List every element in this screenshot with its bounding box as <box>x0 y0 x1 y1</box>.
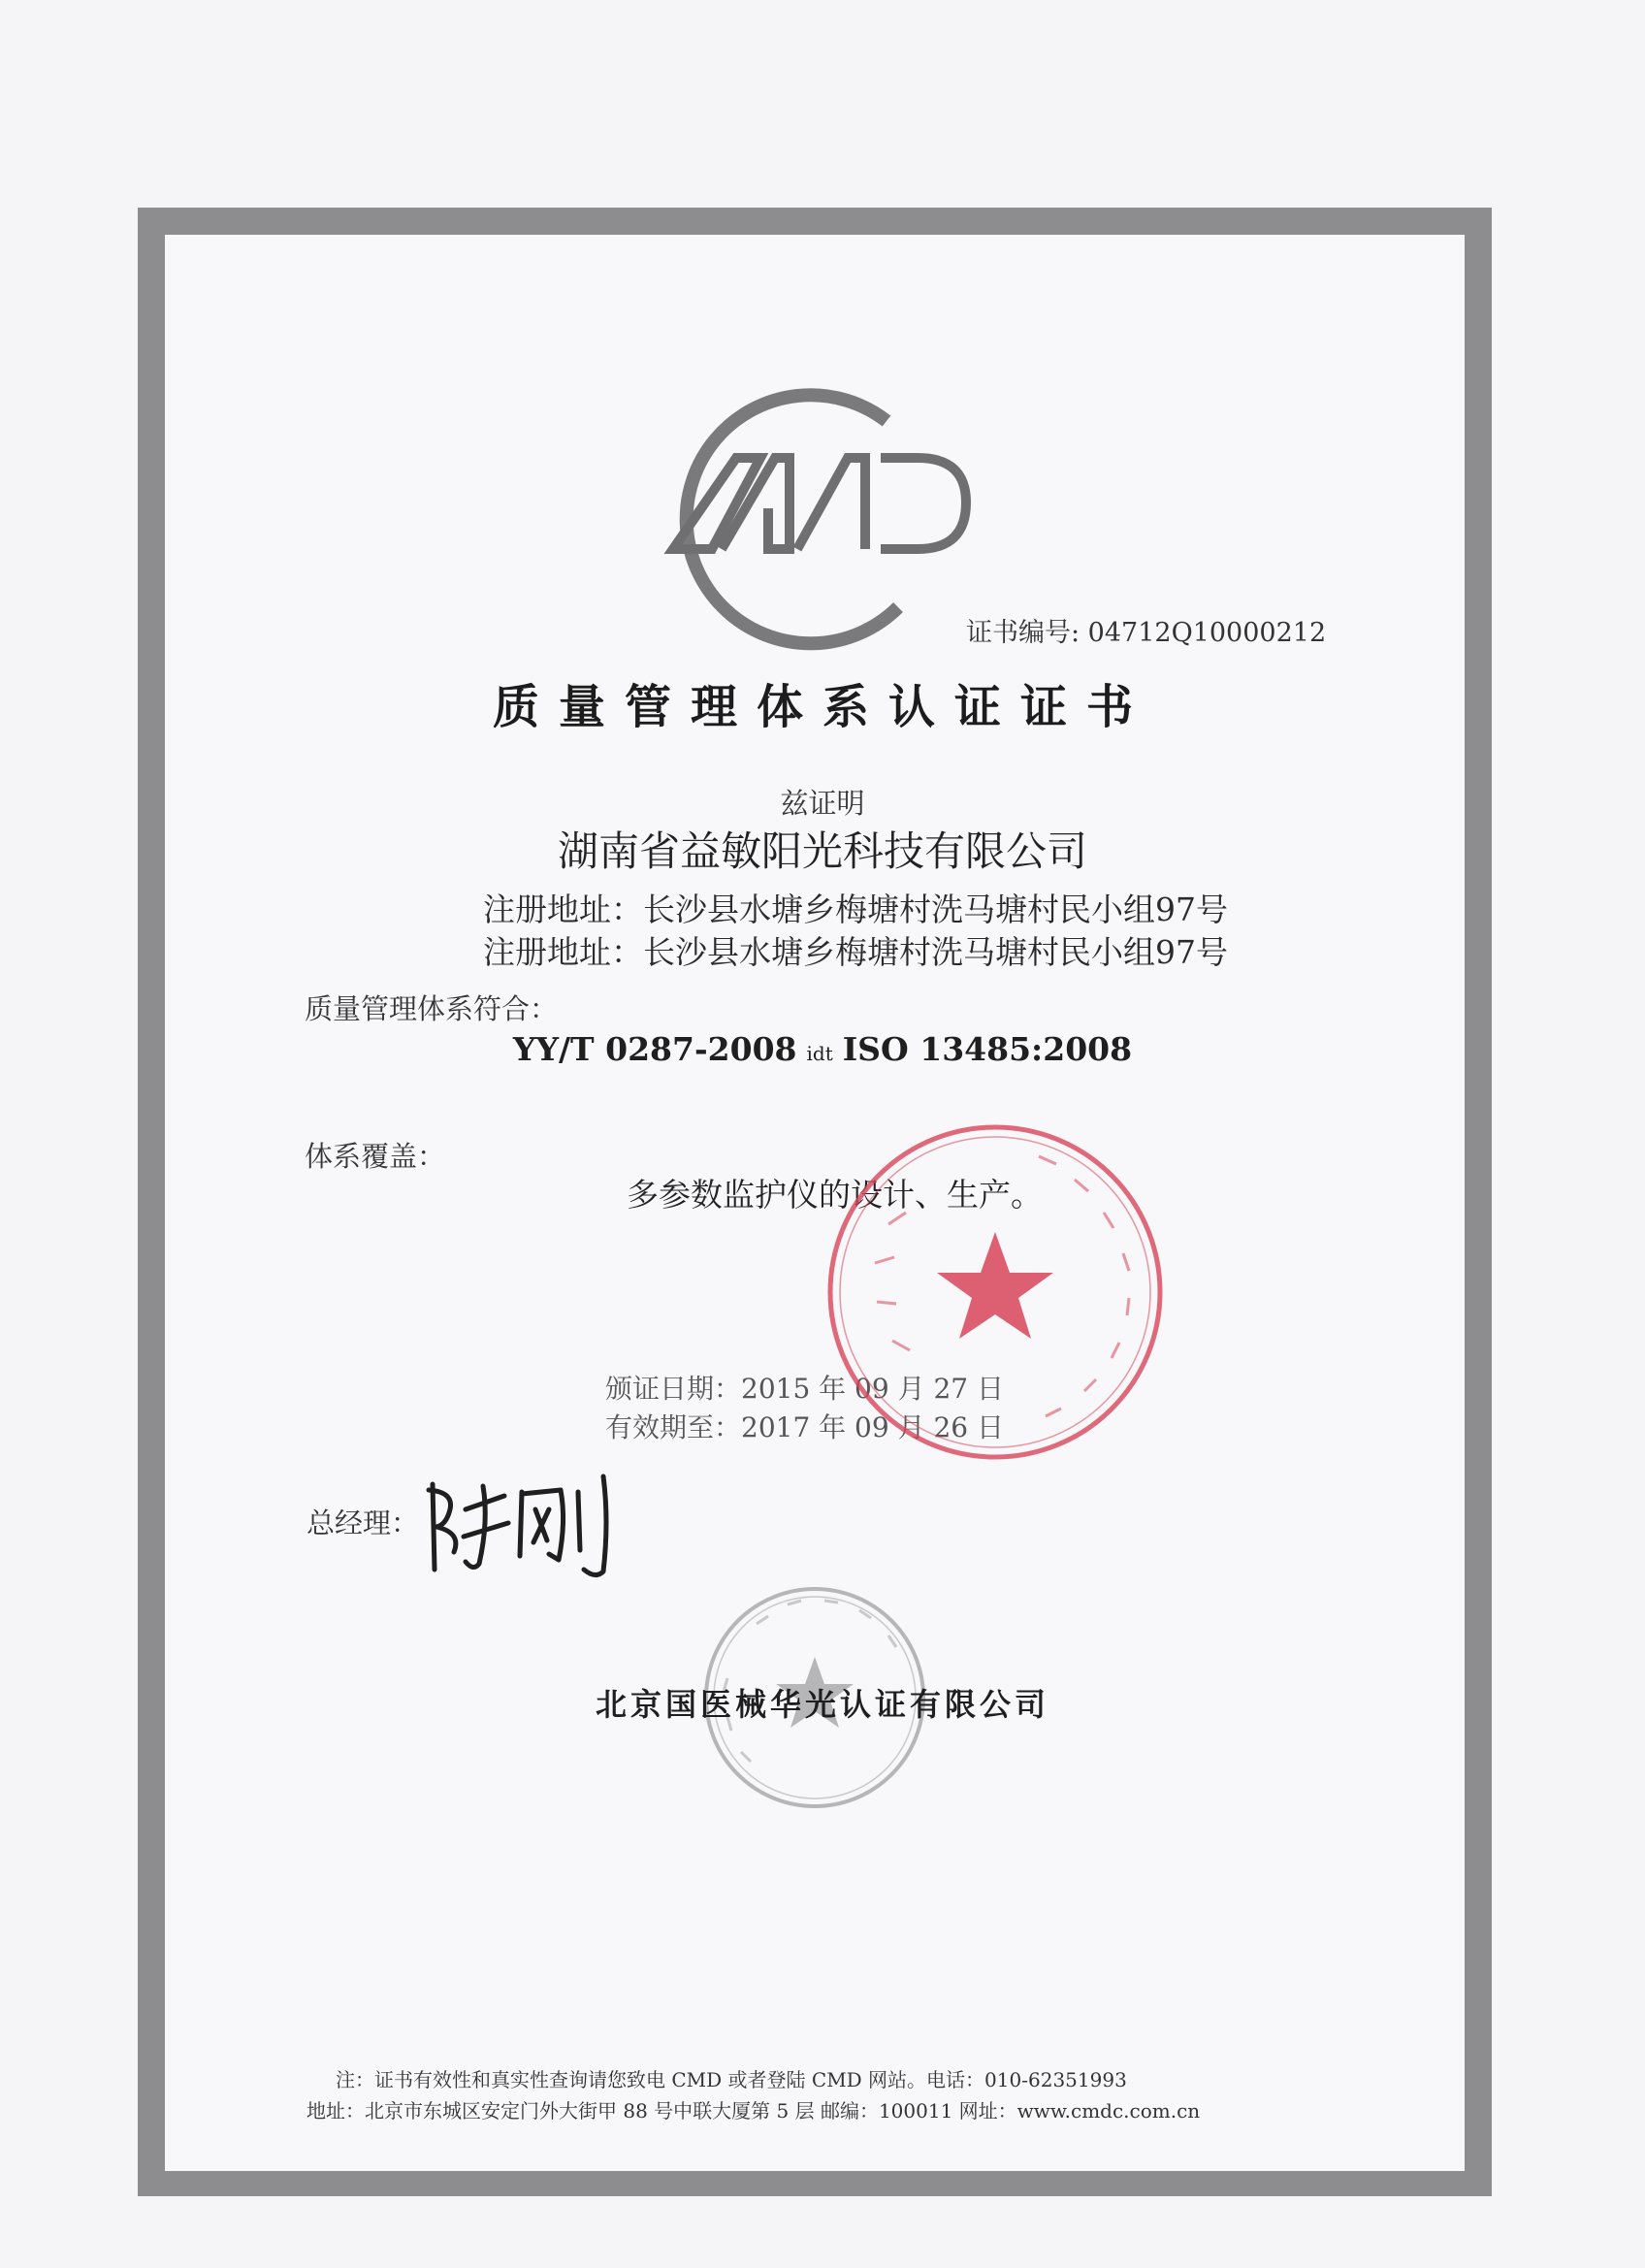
valid-until: 有效期至：2017 年 09 月 26 日 <box>605 1411 1005 1443</box>
standard-iso: ISO 13485:2008 <box>842 1030 1133 1068</box>
certify-label: 兹证明 <box>780 787 865 820</box>
registered-address-2: 注册地址：长沙县水塘乡梅塘村洗马塘村民小组97号 <box>483 933 1228 971</box>
certificate-number: 证书编号: 04712Q10000212 <box>966 618 1327 648</box>
conformity-label: 质量管理体系符合： <box>305 992 559 1025</box>
scope-text: 多参数监护仪的设计、生产。 <box>627 1176 1043 1214</box>
company-name: 湖南省益敏阳光科技有限公司 <box>557 827 1087 875</box>
issuer-address-note: 地址：北京市东城区安定门外大街甲 88 号中联大厦第 5 层 邮编：100011 网址：www.cmdc.com.cn <box>306 2099 1201 2122</box>
cmd-logo <box>644 382 974 654</box>
issue-date: 颁证日期：2015 年 09 月 27 日 <box>605 1373 1005 1405</box>
registered-address-1: 注册地址：长沙县水塘乡梅塘村洗马塘村民小组97号 <box>483 891 1228 928</box>
company-seal <box>821 1118 1170 1467</box>
standard-main: YY/T 0287-2008 <box>512 1030 797 1068</box>
verification-note: 注：证书有效性和真实性查询请您致电 CMD 或者登陆 CMD 网站。电话：010-62351993 <box>336 2068 1127 2091</box>
manager-signature <box>415 1463 629 1579</box>
manager-label: 总经理： <box>306 1507 420 1539</box>
scope-label: 体系覆盖： <box>305 1140 446 1173</box>
certificate-title: 质量管理体系认证证书 <box>492 680 1152 734</box>
standard-line <box>0 1030 1645 1068</box>
issuer-name: 北京国医械华光认证有限公司 <box>595 1686 1049 1723</box>
standard-idt: idt <box>806 1042 833 1065</box>
